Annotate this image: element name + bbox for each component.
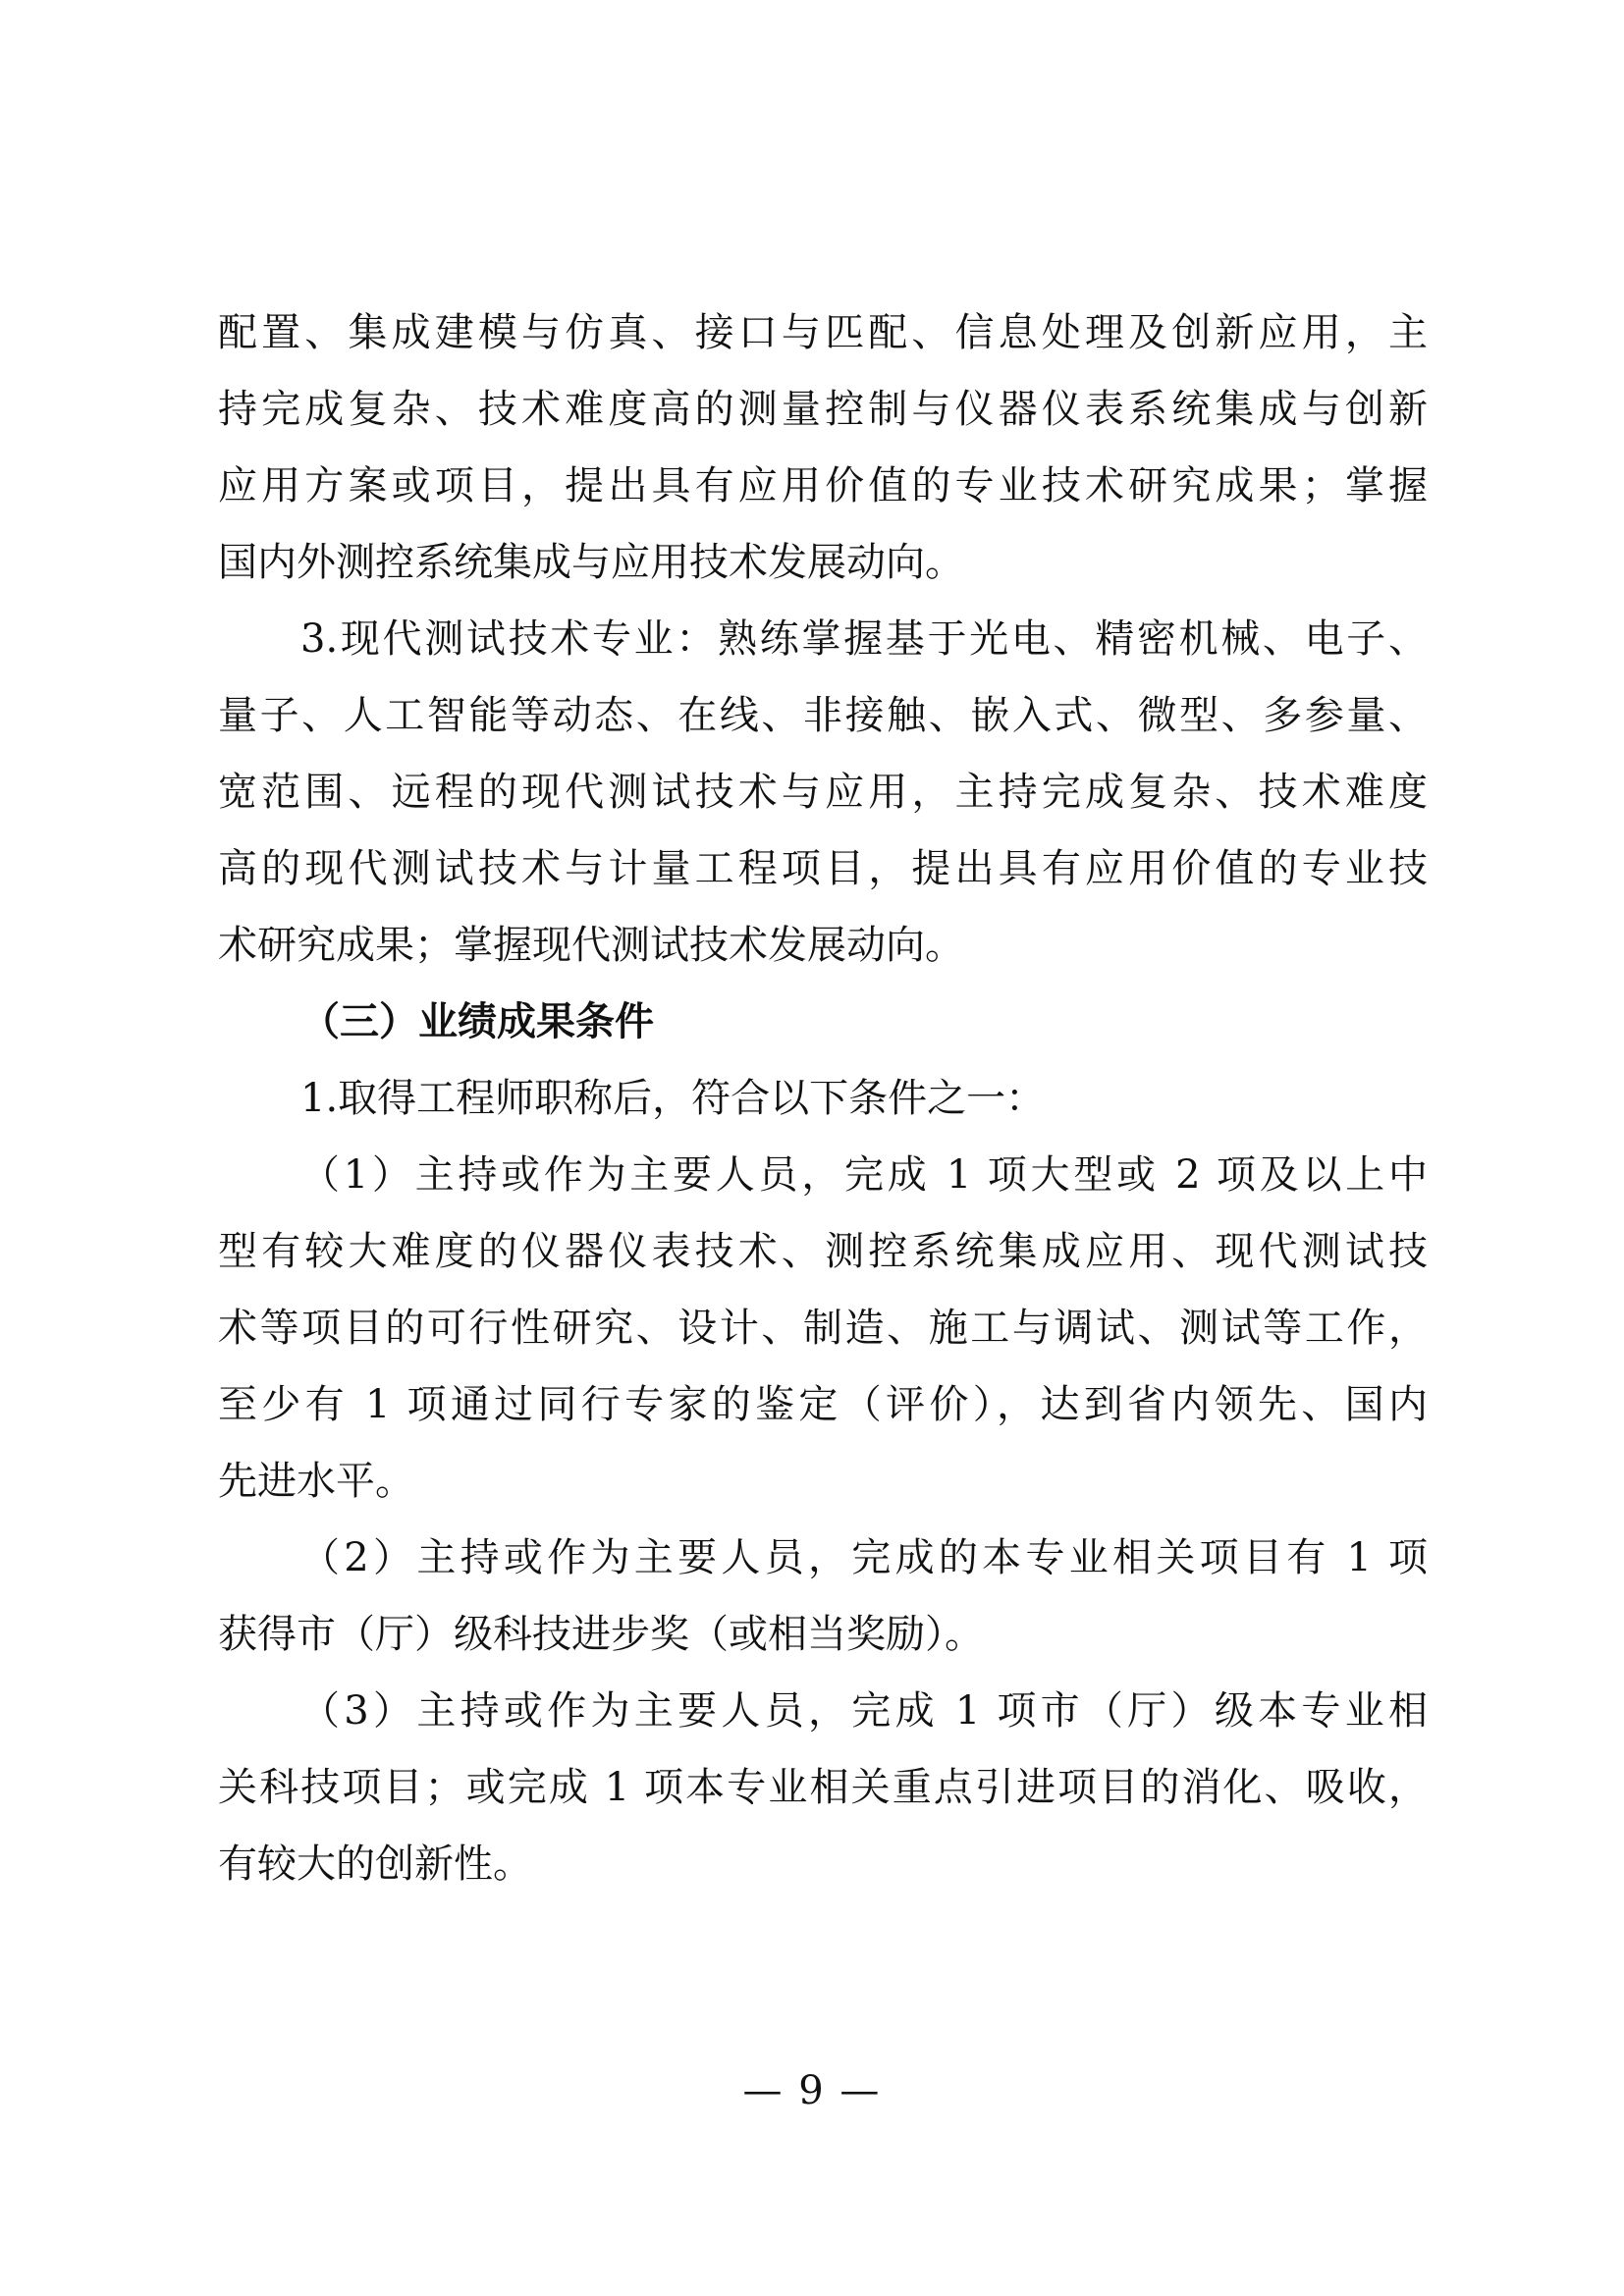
section-heading [218, 984, 1428, 1060]
document-body [218, 294, 1428, 1902]
text-line: 术研究成果；掌握现代测试技术发展动向。 [218, 923, 964, 968]
text-line: 配置、集成建模与仿真、接口与匹配、信息处理及创新应用，主 [218, 310, 1428, 355]
text-line: 术等项目的可行性研究、设计、制造、施工与调试、测试等工作， [218, 1306, 1428, 1351]
text-line: 获得市（厅）级科技进步奖（或相当奖励）。 [218, 1612, 984, 1657]
paragraph-item-2 [218, 1520, 1428, 1673]
text-line: （2）主持或作为主要人员，完成的本专业相关项目有 1 项 [300, 1535, 1428, 1580]
paragraph-condition-intro [218, 1060, 1428, 1137]
text-line: 关科技项目；或完成 1 项本专业相关重点引进项目的消化、吸收， [218, 1765, 1428, 1810]
text-line: 宽范围、远程的现代测试技术与应用，主持完成复杂、技术难度 [218, 770, 1428, 815]
text-line: 国内外测控系统集成与应用技术发展动向。 [218, 540, 964, 585]
text-line: （3）主持或作为主要人员，完成 1 项市（厅）级本专业相 [300, 1688, 1428, 1734]
text-line: 至少有 1 项通过同行专家的鉴定（评价），达到省内领先、国内 [218, 1382, 1428, 1427]
text-line: 型有较大难度的仪器仪表技术、测控系统集成应用、现代测试技 [218, 1229, 1428, 1274]
text-line: 应用方案或项目，提出具有应用价值的专业技术研究成果；掌握 [218, 463, 1428, 508]
heading-text: （三）业绩成果条件 [300, 999, 654, 1044]
text-line: 1.取得工程师职称后，符合以下条件之一： [300, 1076, 1046, 1121]
paragraph-continued [218, 294, 1428, 601]
paragraph-modern-testing [218, 601, 1428, 984]
text-line: 3.现代测试技术专业：熟练掌握基于光电、精密机械、电子、 [300, 616, 1428, 662]
text-line: 有较大的创新性。 [218, 1842, 532, 1887]
page-number: — 9 — [742, 2068, 882, 2113]
text-line: 高的现代测试技术与计量工程项目，提出具有应用价值的专业技 [218, 846, 1428, 891]
paragraph-item-1 [218, 1137, 1428, 1520]
text-line: 量子、人工智能等动态、在线、非接触、嵌入式、微型、多参量、 [218, 693, 1428, 738]
text-line: 先进水平。 [218, 1459, 414, 1504]
text-line: 持完成复杂、技术难度高的测量控制与仪器仪表系统集成与创新 [218, 387, 1428, 432]
paragraph-item-3 [218, 1673, 1428, 1902]
text-line: （1）主持或作为主要人员，完成 1 项大型或 2 项及以上中 [300, 1152, 1428, 1198]
